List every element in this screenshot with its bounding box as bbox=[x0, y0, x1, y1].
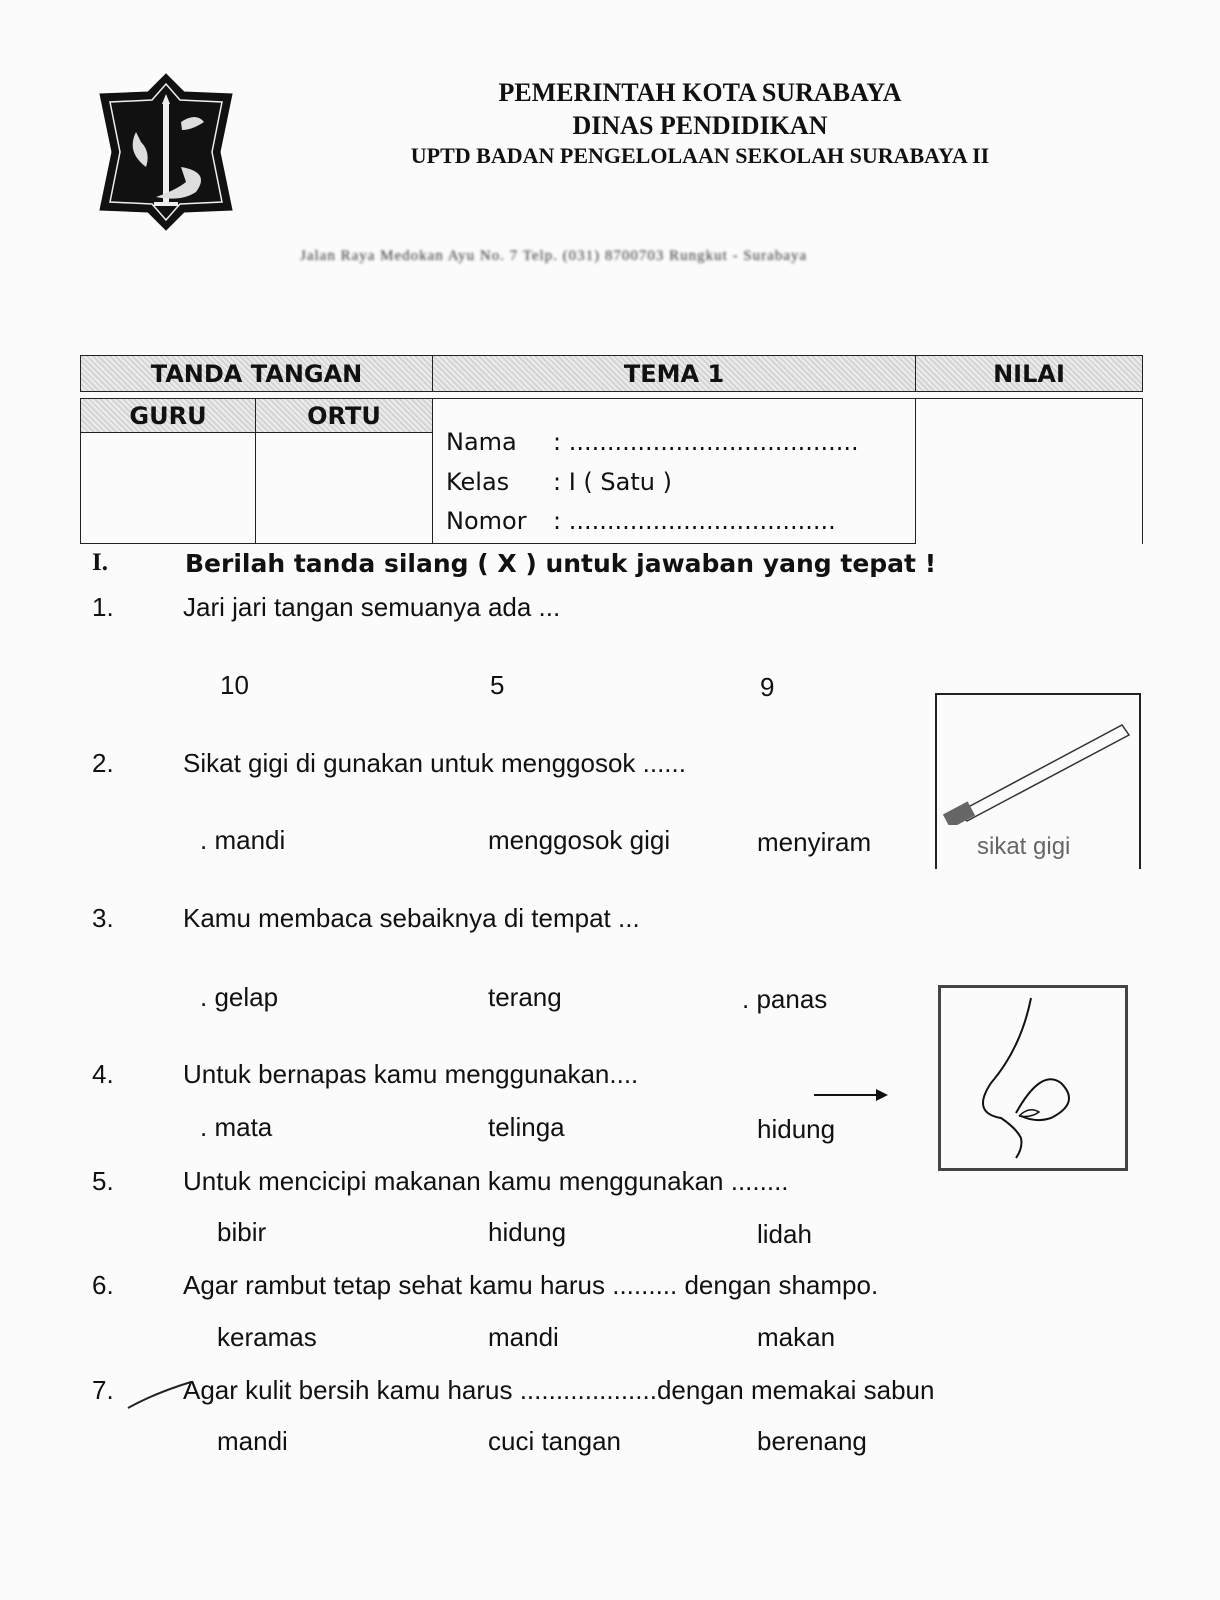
teacher-signature-box[interactable] bbox=[80, 432, 256, 544]
number-label: Nomor bbox=[446, 507, 527, 535]
question-number: 1. bbox=[92, 592, 114, 622]
question-text: Untuk bernapas kamu menggunakan.... bbox=[183, 1059, 639, 1089]
toothbrush-picture bbox=[935, 693, 1141, 869]
nose-icon bbox=[941, 988, 1125, 1168]
sub-parent-header: ORTU bbox=[255, 398, 433, 433]
question-text: Untuk mencicipi makanan kamu menggunakan ........ bbox=[183, 1166, 789, 1196]
option-a[interactable]: . mata bbox=[200, 1112, 273, 1142]
nose-picture bbox=[938, 985, 1128, 1171]
option-c[interactable]: lidah bbox=[757, 1219, 812, 1249]
question-number: 6. bbox=[92, 1270, 114, 1300]
question-text: Agar kulit bersih kamu harus ...................dengan memakai sabun bbox=[183, 1375, 935, 1405]
option-a[interactable]: mandi bbox=[217, 1426, 288, 1456]
surabaya-crest-icon bbox=[96, 72, 236, 232]
section-instruction: Berilah tanda silang ( X ) untuk jawaban yang tepat ! bbox=[185, 549, 937, 578]
header-address: Jalan Raya Medokan Ayu No. 7 Telp. (031) 8700703 Rungkut - Surabaya bbox=[300, 248, 808, 264]
option-b[interactable]: 5 bbox=[490, 670, 505, 700]
question-text: Kamu membaca sebaiknya di tempat ... bbox=[183, 903, 640, 933]
option-b[interactable]: hidung bbox=[488, 1217, 567, 1247]
option-c[interactable]: berenang bbox=[757, 1426, 867, 1456]
sub-teacher-header: GURU bbox=[80, 398, 256, 433]
option-b[interactable]: menggosok gigi bbox=[488, 825, 671, 855]
option-a[interactable]: bibir bbox=[217, 1217, 267, 1247]
header-line-1: PEMERINTAH KOTA SURABAYA bbox=[498, 78, 902, 107]
option-a[interactable]: 10 bbox=[220, 670, 249, 700]
option-b[interactable]: telinga bbox=[488, 1112, 565, 1142]
question-number: 7. bbox=[92, 1375, 114, 1405]
option-a[interactable]: . mandi bbox=[200, 825, 286, 855]
option-c[interactable]: hidung bbox=[757, 1114, 836, 1144]
option-b[interactable]: cuci tangan bbox=[488, 1426, 621, 1456]
header-line-2: DINAS PENDIDIKAN bbox=[572, 111, 828, 140]
question-number: 2. bbox=[92, 748, 114, 778]
pen-stroke-mark bbox=[125, 1378, 195, 1413]
option-c[interactable]: 9 bbox=[760, 672, 775, 702]
header-line-3: UPTD BADAN PENGELOLAAN SEKOLAH SURABAYA II bbox=[410, 143, 990, 168]
number-field[interactable]: : ................................... bbox=[553, 507, 836, 535]
toothbrush-icon bbox=[937, 695, 1137, 825]
option-c[interactable]: makan bbox=[757, 1322, 836, 1352]
class-label: Kelas bbox=[446, 468, 510, 496]
col-theme-header: TEMA 1 bbox=[432, 355, 916, 392]
option-b[interactable]: mandi bbox=[488, 1322, 559, 1352]
name-label: Nama bbox=[446, 428, 517, 456]
option-c[interactable]: menyiram bbox=[757, 827, 872, 857]
question-number: 5. bbox=[92, 1166, 114, 1196]
score-box[interactable] bbox=[915, 398, 1143, 544]
question-number: 3. bbox=[92, 903, 114, 933]
section-numeral: I. bbox=[92, 549, 108, 576]
col-score-header: NILAI bbox=[915, 355, 1143, 392]
arrow-right-icon bbox=[812, 1086, 892, 1104]
question-text: Sikat gigi di gunakan untuk menggosok ...... bbox=[183, 748, 686, 778]
option-c[interactable]: . panas bbox=[742, 984, 828, 1014]
question-number: 4. bbox=[92, 1059, 114, 1089]
name-field[interactable]: : ...................................... bbox=[553, 428, 859, 456]
toothbrush-caption: sikat gigi bbox=[977, 833, 1071, 860]
option-a[interactable]: keramas bbox=[217, 1322, 317, 1352]
option-b[interactable]: terang bbox=[488, 982, 562, 1012]
parent-signature-box[interactable] bbox=[255, 432, 433, 544]
question-text: Agar rambut tetap sehat kamu harus ......... dengan shampo. bbox=[183, 1270, 879, 1300]
class-value: : I ( Satu ) bbox=[553, 468, 672, 496]
question-text: Jari jari tangan semuanya ada ... bbox=[183, 592, 561, 622]
option-a[interactable]: . gelap bbox=[200, 982, 279, 1012]
col-signature-header: TANDA TANGAN bbox=[80, 355, 433, 392]
